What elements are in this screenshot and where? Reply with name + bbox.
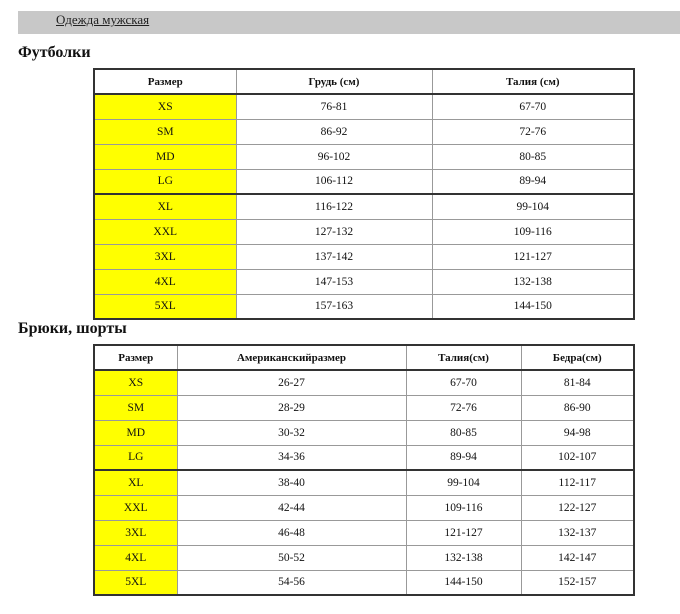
size-label-cell: 3XL bbox=[94, 244, 236, 269]
size-label-cell: 4XL bbox=[94, 269, 236, 294]
measurement-cell: 121-127 bbox=[432, 244, 634, 269]
measurement-cell: 94-98 bbox=[521, 420, 634, 445]
measurement-cell: 28-29 bbox=[177, 395, 406, 420]
measurement-cell: 89-94 bbox=[406, 445, 521, 470]
size-label-cell: SM bbox=[94, 119, 236, 144]
table-row bbox=[94, 520, 634, 545]
measurement-cell: 132-138 bbox=[432, 269, 634, 294]
size-label-cell: 4XL bbox=[94, 545, 177, 570]
size-label-cell: MD bbox=[94, 420, 177, 445]
column-header: Талия (см) bbox=[432, 69, 634, 94]
measurement-cell: 46-48 bbox=[177, 520, 406, 545]
header-bar bbox=[18, 11, 680, 34]
measurement-cell: 86-92 bbox=[236, 119, 432, 144]
measurement-cell: 99-104 bbox=[432, 194, 634, 219]
size-label-cell: SM bbox=[94, 395, 177, 420]
size-label-cell: XL bbox=[94, 194, 236, 219]
measurement-cell: 109-116 bbox=[432, 219, 634, 244]
table-row bbox=[94, 244, 634, 269]
table-row bbox=[94, 294, 634, 319]
category-link[interactable]: Одежда мужская bbox=[56, 12, 150, 27]
column-header: Талия(см) bbox=[406, 345, 521, 370]
table-row bbox=[94, 144, 634, 169]
table-header-row bbox=[94, 345, 634, 370]
measurement-cell: 127-132 bbox=[236, 219, 432, 244]
measurement-cell: 112-117 bbox=[521, 470, 634, 495]
measurement-cell: 109-116 bbox=[406, 495, 521, 520]
measurement-cell: 144-150 bbox=[432, 294, 634, 319]
measurement-cell: 86-90 bbox=[521, 395, 634, 420]
measurement-cell: 116-122 bbox=[236, 194, 432, 219]
measurement-cell: 132-137 bbox=[521, 520, 634, 545]
measurement-cell: 147-153 bbox=[236, 269, 432, 294]
table-row bbox=[94, 194, 634, 219]
tshirts-section-title: Футболки bbox=[18, 44, 91, 61]
measurement-cell: 152-157 bbox=[521, 570, 634, 595]
table-row bbox=[94, 219, 634, 244]
measurement-cell: 144-150 bbox=[406, 570, 521, 595]
size-label-cell: 5XL bbox=[94, 294, 236, 319]
measurement-cell: 54-56 bbox=[177, 570, 406, 595]
measurement-cell: 157-163 bbox=[236, 294, 432, 319]
measurement-cell: 72-76 bbox=[432, 119, 634, 144]
measurement-cell: 42-44 bbox=[177, 495, 406, 520]
measurement-cell: 122-127 bbox=[521, 495, 634, 520]
table-row bbox=[94, 94, 634, 119]
table-header-row bbox=[94, 69, 634, 94]
measurement-cell: 96-102 bbox=[236, 144, 432, 169]
size-label-cell: MD bbox=[94, 144, 236, 169]
size-label-cell: LG bbox=[94, 445, 177, 470]
table-row bbox=[94, 269, 634, 294]
size-label-cell: 3XL bbox=[94, 520, 177, 545]
pants-size-table bbox=[93, 344, 635, 596]
measurement-cell: 89-94 bbox=[432, 169, 634, 194]
size-label-cell: XXL bbox=[94, 495, 177, 520]
pants-section-title: Брюки, шорты bbox=[18, 320, 127, 337]
measurement-cell: 30-32 bbox=[177, 420, 406, 445]
table-row bbox=[94, 545, 634, 570]
measurement-cell: 137-142 bbox=[236, 244, 432, 269]
column-header: Размер bbox=[94, 69, 236, 94]
measurement-cell: 99-104 bbox=[406, 470, 521, 495]
measurement-cell: 132-138 bbox=[406, 545, 521, 570]
table-row bbox=[94, 445, 634, 470]
measurement-cell: 80-85 bbox=[432, 144, 634, 169]
table-row bbox=[94, 119, 634, 144]
measurement-cell: 106-112 bbox=[236, 169, 432, 194]
table-row bbox=[94, 470, 634, 495]
measurement-cell: 50-52 bbox=[177, 545, 406, 570]
measurement-cell: 67-70 bbox=[432, 94, 634, 119]
measurement-cell: 102-107 bbox=[521, 445, 634, 470]
column-header: Грудь (см) bbox=[236, 69, 432, 94]
table-row bbox=[94, 420, 634, 445]
size-label-cell: LG bbox=[94, 169, 236, 194]
measurement-cell: 38-40 bbox=[177, 470, 406, 495]
size-label-cell: XL bbox=[94, 470, 177, 495]
column-header: Американскийразмер bbox=[177, 345, 406, 370]
table-row bbox=[94, 570, 634, 595]
measurement-cell: 26-27 bbox=[177, 370, 406, 395]
measurement-cell: 142-147 bbox=[521, 545, 634, 570]
size-label-cell: XXL bbox=[94, 219, 236, 244]
measurement-cell: 81-84 bbox=[521, 370, 634, 395]
table-row bbox=[94, 395, 634, 420]
table-row bbox=[94, 495, 634, 520]
measurement-cell: 72-76 bbox=[406, 395, 521, 420]
measurement-cell: 80-85 bbox=[406, 420, 521, 445]
table-row bbox=[94, 370, 634, 395]
measurement-cell: 76-81 bbox=[236, 94, 432, 119]
column-header: Бедра(см) bbox=[521, 345, 634, 370]
measurement-cell: 34-36 bbox=[177, 445, 406, 470]
size-label-cell: 5XL bbox=[94, 570, 177, 595]
size-label-cell: XS bbox=[94, 94, 236, 119]
size-label-cell: XS bbox=[94, 370, 177, 395]
table-row bbox=[94, 169, 634, 194]
tshirts-size-table bbox=[93, 68, 635, 320]
column-header: Размер bbox=[94, 345, 177, 370]
measurement-cell: 121-127 bbox=[406, 520, 521, 545]
measurement-cell: 67-70 bbox=[406, 370, 521, 395]
